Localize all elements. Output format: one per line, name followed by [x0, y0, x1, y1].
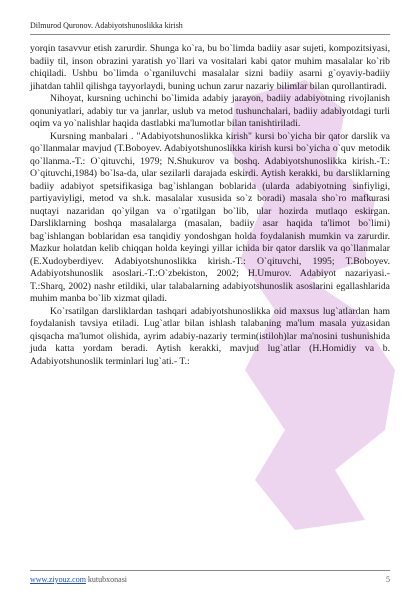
footer-divider: [30, 570, 390, 571]
footer-site-suffix: kutubxonasi: [85, 575, 128, 584]
page-number: 5: [386, 575, 390, 584]
paragraph: Ko`rsatilgan darsliklardan tashqari adabiyotshunoslikka oid maxsus lug`atlardan ham foydalanish tavsiya etiladi. Lug`atlar bilan ishlash talabaning ma'lum masala yuzasidan qisqacha ma'lumot olishida, ayrim adabiy-nazariy termin(istiloh)lar ma'nosini tushunishida juda katta yordam beradi. Aytish kerakki, mavjud lug`atlar (H.Homidiy va b. Adabiyotshunoslik terminlari lug`ati.- T.:: [30, 305, 390, 367]
header-divider: [30, 34, 390, 35]
page-footer: [30, 575, 390, 585]
body-text: [30, 43, 390, 368]
footer-site-link[interactable]: www.ziyouz.com: [30, 575, 86, 584]
page-header: Dilmurod Quronov. Adabiyotshunoslikka kirish: [30, 21, 183, 30]
paragraph: Kursning manbalari . "Adabiyotshunoslikka kirish" kursi bo`yicha bir qator darslik va qo`llanmalar mavjud (T.Boboyev. Adabiyotshunoslikka kirish kursi bo`yicha o`quv metodik qo`llanma.-T.: O`qituvchi, 1979; N.Shukurov va boshq. Adabiyotshunoslikka kirish.-T.: O`qituvchi,1984) bo`lsa-da, ular sezilarli darajada eskirdi. Aytish kerakki, bu darsliklarning badiiy adabiyot spetsifikasiga bag`ishlangan boblarida (ularda adabiyotning sinfiyligi, partiyaviyligi, metod va sh.k. masalalar xususida so`z boradi) masala sho`ro mafkurasi nuqtayi nazaridan qo`yilgan va o`rgatilgan bo`lib, ular hozirda mutlaqo eskirgan. Darsliklarning boshqa masalalarga (masalan, badiiy asar haqida ta'limot bo`limi) bag`ishlangan boblaridan esa tanqidiy yondoshgan holda foydalanish mumkin va zarurdir. Mazkur holatdan kelib chiqqan holda keyingi yillar ichida bir qator darslik va qo`llanmalar (E.Xudoyberdiyev. Adabiyotshunoslikka kirish.-T.: O`qituvchi, 1995; T.Boboyev. Adabiyotshunoslik asoslari.-T.:O`zbekiston, 2002; H.Umurov. Adabiyot nazariyasi.-T.:Sharq, 2002) nashr etildiki, ular talabalarning adabiyotshunoslik asoslarini egallashlarida muhim manba bo`lib xizmat qiladi.: [30, 130, 390, 304]
paragraph: Nihoyat, kursning uchinchi bo`limida adabiy jarayon, badiiy adabiyotning rivojlanish qonuniyatlari, adabiy tur va janrlar, uslub va metod tushunchalari, badiiy adabiyotdagi turli oqim va yo`nalishlar haqida dastlabki ma'lumotlar bilan tanishtiriladi.: [30, 93, 390, 129]
paragraph: yorqin tasavvur etish zarurdir. Shunga ko`ra, bu bo`limda badiiy asar sujeti, kompozitsiyasi, badiiy til, inson obrazini yaratish yo`llari va vositalari kabi qator muhim masalalar ko`rib chiqiladi. Ushbu bo`limda o`rganiluvchi masalalar sizni badiiy asarni g`oyaviy-badiiy jihatdan tahlil qilishga tayyorlaydi, buning uchun zarur nazariy bilimlar bilan qurollantiradi.: [30, 43, 390, 92]
